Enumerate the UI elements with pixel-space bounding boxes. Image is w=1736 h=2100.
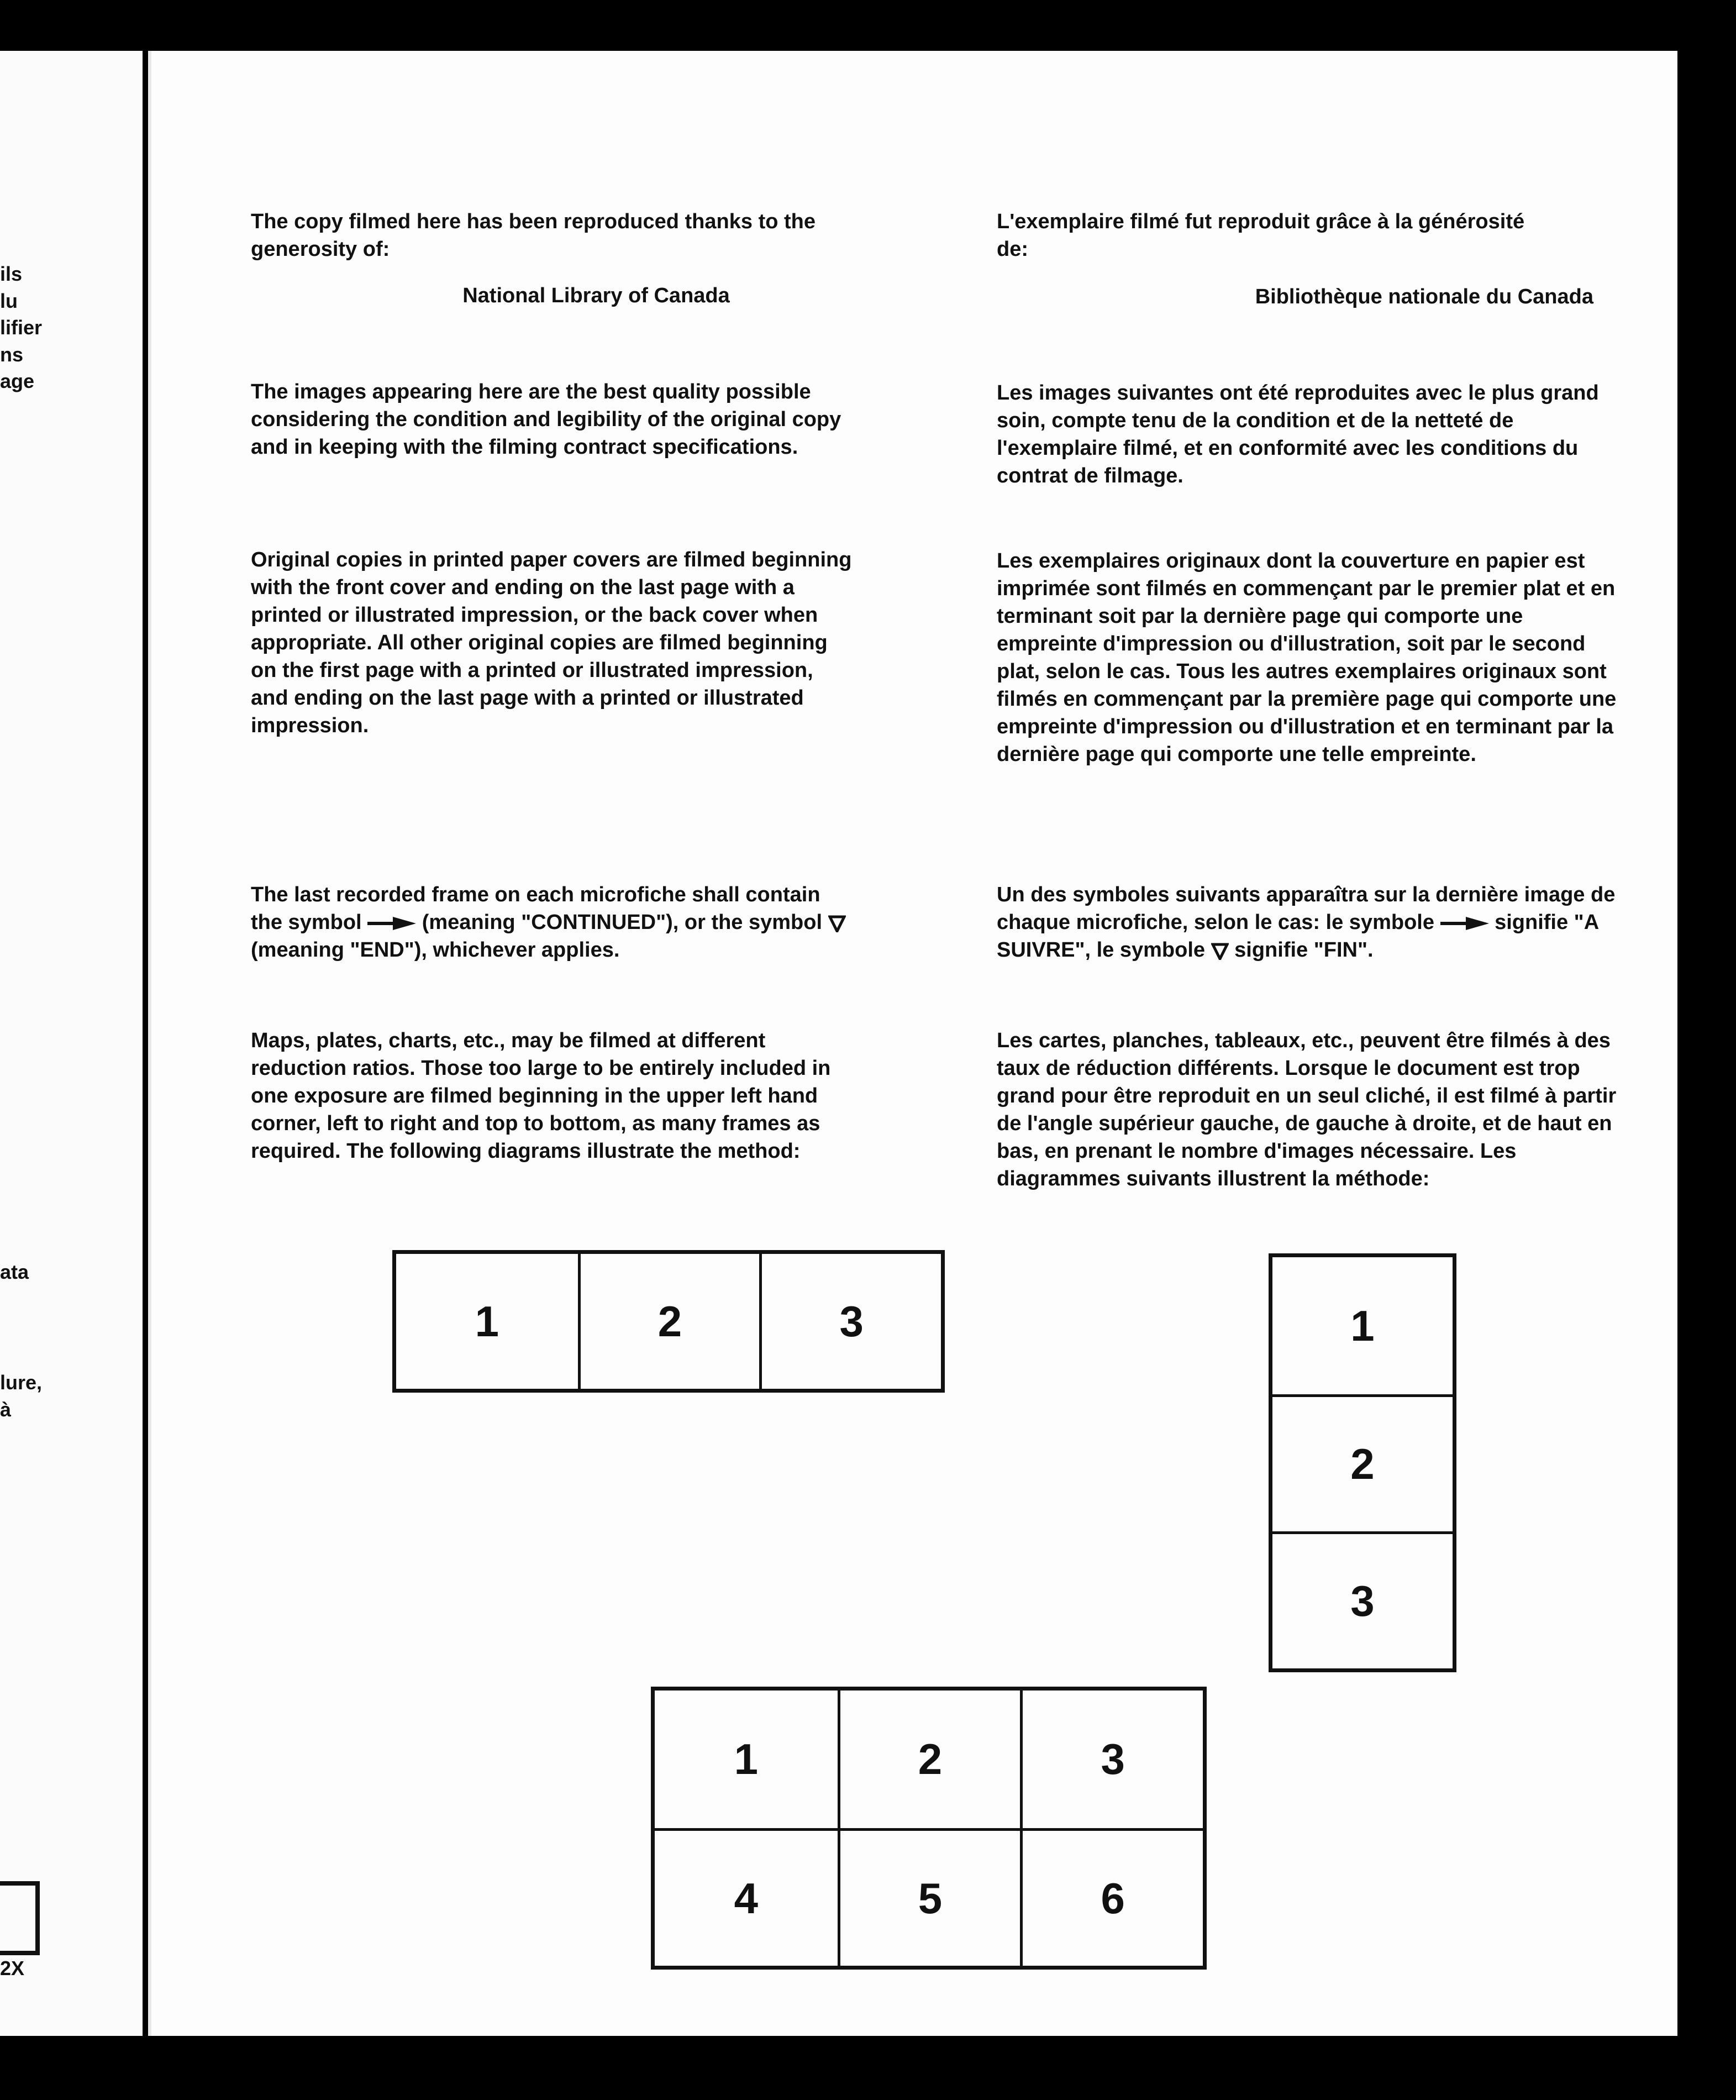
fr-symbols-text-c: signifie "FIN". (1234, 938, 1374, 962)
frame-cell: 3 (1020, 1691, 1203, 1828)
margin-label-2x: 2X (0, 1957, 25, 1980)
en-symbols-text-c: (meaning "END"), whichever applies. (251, 938, 620, 962)
frame-cell: 2 (838, 1691, 1020, 1828)
margin-line: lu (0, 289, 18, 312)
margin-line: age (0, 370, 35, 393)
frame-cell: 1 (734, 1735, 759, 1783)
fr-maps-paragraph: Les cartes, planches, tableaux, etc., peuvent être filmés à des taux de réduction différents. Lorsque le document est trop grand pour être reproduit en un seul cliché, il est filmé à partir de l'angle supérieur gauche, de gauche à droite, et de haut en bas, en prenant le nombre d'images nécessaire. Les diagrammes suivants illustrent la méthode: (997, 1029, 1617, 1190)
margin-line: ils (0, 262, 23, 285)
fr-acknowledgement: L'exemplaire filmé fut reproduit grâce à la générosité de: (997, 210, 1525, 261)
frame-cell: 6 (1020, 1828, 1203, 1966)
frame-cell: 4 (655, 1828, 838, 1966)
frame-cell: 1 (1350, 1301, 1375, 1350)
margin-fragment-mid: ata (0, 1261, 29, 1283)
previous-page-fragment (0, 51, 143, 2036)
frame-cell: 2 (578, 1254, 760, 1389)
arrow-icon (1440, 917, 1489, 930)
arrow-icon (367, 917, 416, 930)
horizontal-frames-diagram (392, 1250, 945, 1393)
en-maps-paragraph: Maps, plates, charts, etc., may be filmed at different reduction ratios. Those too large to be entirely included in one exposure are filmed beginning in the upper left hand corner, left to right and top to bottom, as many frames as required. The following diagrams illustrate the method: (251, 1029, 831, 1163)
frame-cell: 3 (1272, 1531, 1453, 1668)
frame-cell: 2 (1272, 1394, 1453, 1531)
en-symbols-text-a: The last recorded frame on each microfiche shall contain the symbol (251, 883, 820, 934)
grid-frames-diagram (651, 1687, 1207, 1970)
frame-cell: 5 (838, 1828, 1020, 1966)
frame-cell: 1 (475, 1296, 499, 1346)
margin-line: ns (0, 343, 24, 366)
en-institution: National Library of Canada (462, 284, 730, 307)
en-symbols-paragraph (251, 881, 853, 964)
triangle-down-icon (828, 915, 846, 932)
triangle-down-icon (1211, 942, 1229, 960)
vertical-frames-diagram (1269, 1253, 1456, 1672)
fr-symbols-text-a: Un des symboles suivants apparaîtra sur la dernière image de chaque microfiche, selon le cas: le symbole (997, 883, 1616, 934)
margin-line: lure, (0, 1371, 43, 1394)
en-acknowledgement: The copy filmed here has been reproduced thanks to the generosity of: (251, 210, 816, 261)
fr-symbols-text-b: signifie "A SUIVRE", le symbole (997, 911, 1598, 962)
margin-box-fragment (0, 1881, 40, 1955)
frame-cell: 3 (759, 1254, 941, 1389)
en-quality-paragraph: The images appearing here are the best quality possible considering the condition and legibility of the original copy and in keeping with the filming contract specifications. (251, 380, 841, 459)
margin-fragment-lower (0, 1369, 42, 1423)
en-symbols-text-b: (meaning "CONTINUED"), or the symbol (422, 911, 823, 934)
fr-institution: Bibliothèque nationale du Canada (1255, 285, 1593, 308)
margin-line: lifier (0, 316, 43, 339)
fr-symbols-paragraph (997, 881, 1627, 964)
margin-line: à (0, 1398, 12, 1421)
fr-originals-paragraph: Les exemplaires originaux dont la couverture en papier est imprimée sont filmés en commençant par le premier plat et en terminant soit par la dernière page qui comporte une empreinte d'impression ou d'illustration, soit par le second plat, selon le cas. Tous les autres exemplaires originaux sont filmés en commençant par la première page qui comporte une empreinte d'impression ou d'illustration et en terminant par la dernière page qui comporte une telle empreinte. (997, 549, 1617, 766)
fr-quality-paragraph: Les images suivantes ont été reproduites avec le plus grand soin, compte tenu de la condition et de la netteté de l'exemplaire filmé, et en conformité avec les conditions du contrat de filmage. (997, 381, 1599, 487)
margin-fragment-top (0, 261, 42, 395)
en-originals-paragraph: Original copies in printed paper covers are filmed beginning with the front cover and ending on the last page with a printed or illustrated impression, or the back cover when appropriate. All other original copies are filmed beginning on the first page with a printed or illustrated impression, and ending on the last page with a printed or illustrated impression. (251, 548, 852, 737)
